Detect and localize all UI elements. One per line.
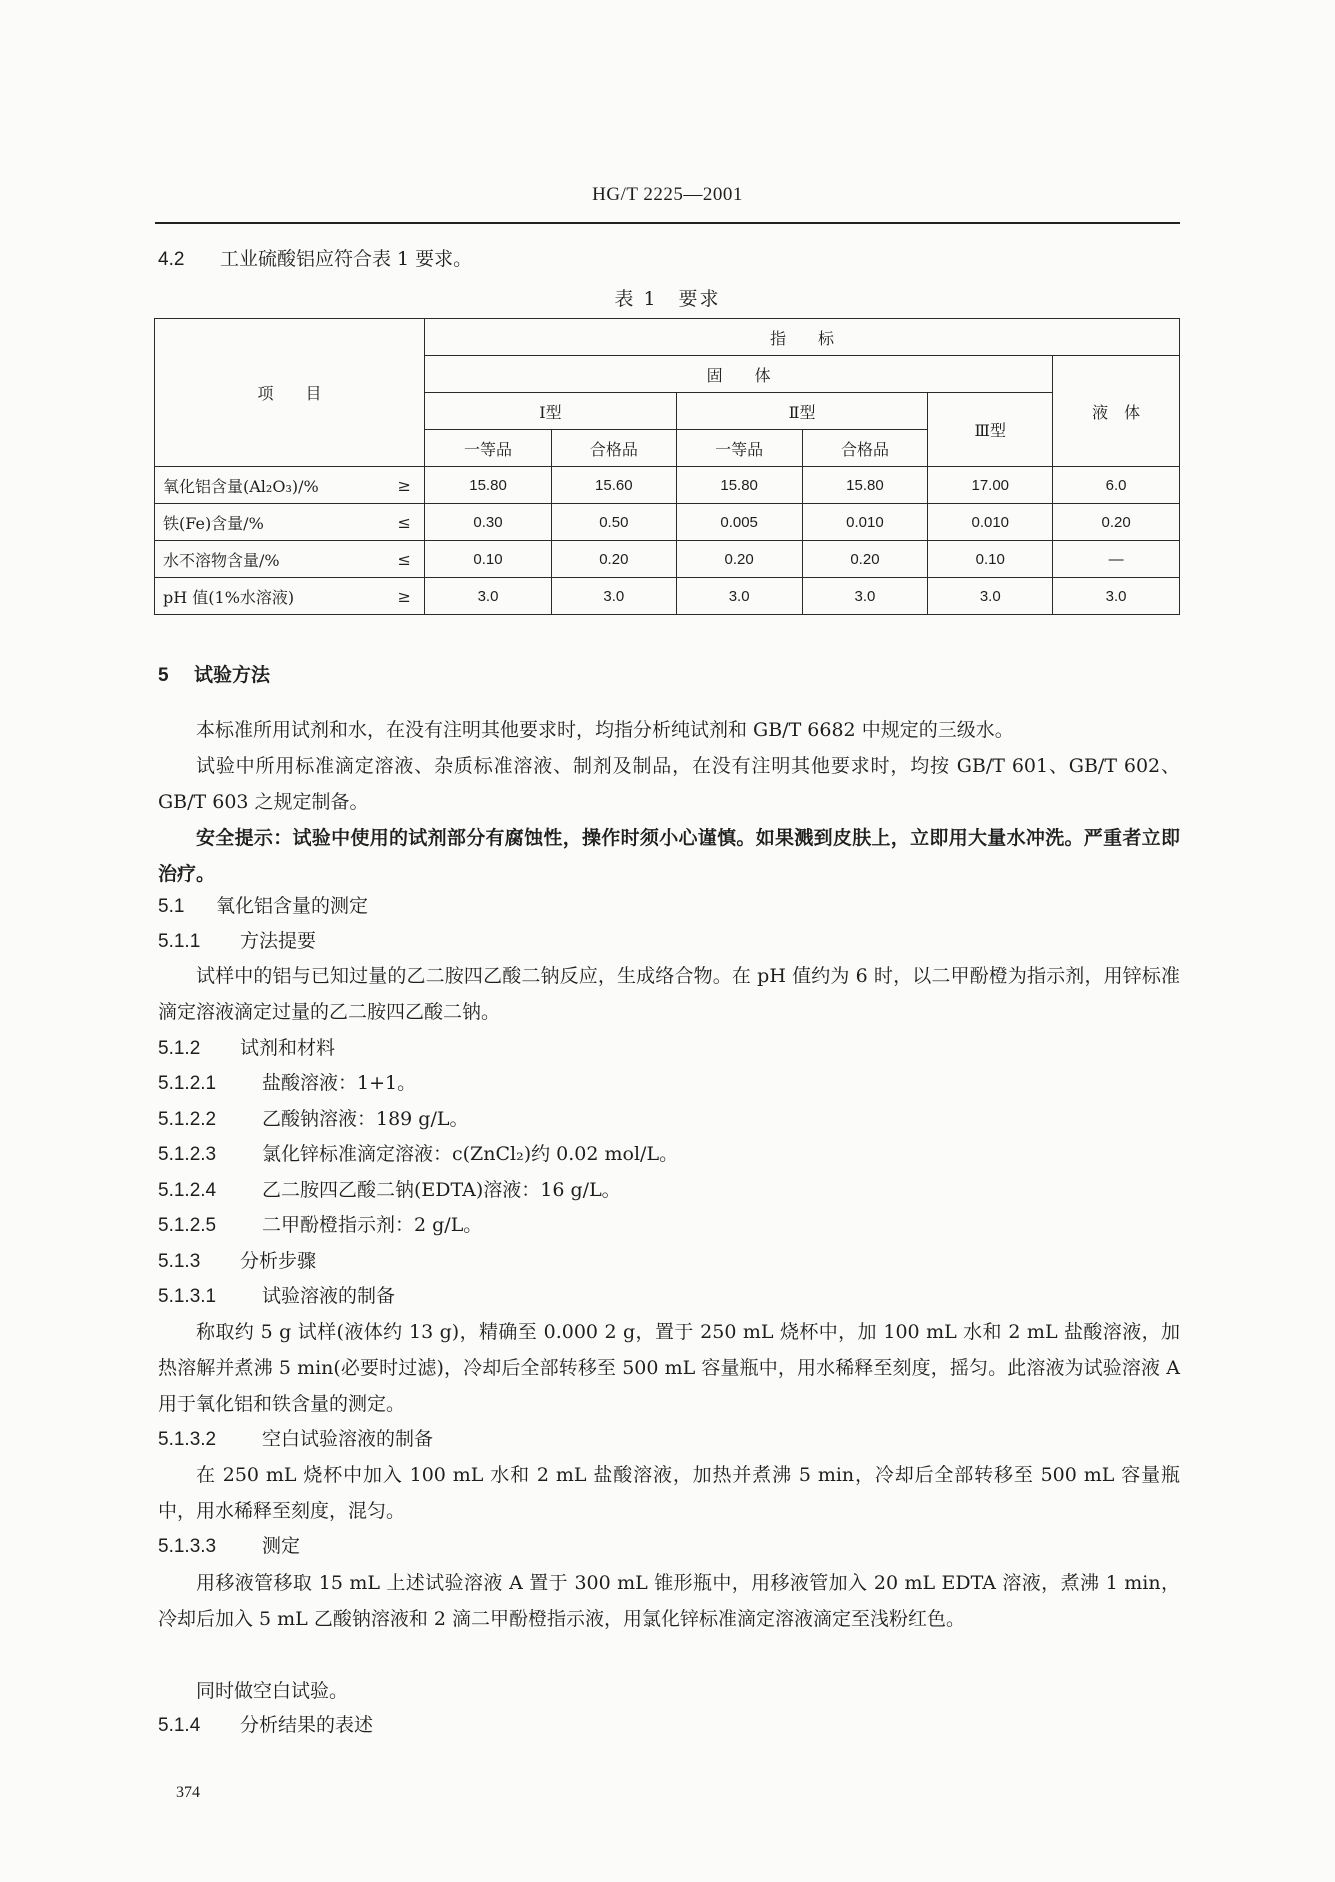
clause-text: 工业硫酸铝应符合表 1 要求。 — [220, 248, 473, 270]
section-number: 5 — [158, 665, 169, 686]
table-cell: 3.0 — [551, 578, 676, 615]
paragraph: 试样中的铝与已知过量的乙二胺四乙酸二钠反应，生成络合物。在 pH 值约为 6 时，以二甲酚橙为指示剂，用锌标准滴定溶液滴定过量的乙二胺四乙酸二钠。 — [158, 965, 1180, 1023]
subsection-number: 5.1.1 — [158, 931, 201, 952]
table-cell: 0.50 — [551, 504, 676, 541]
table-cell: 0.010 — [928, 504, 1053, 541]
reagent-item — [158, 1213, 482, 1238]
table-cell: 0.005 — [676, 504, 802, 541]
row-symbol: ≤ — [384, 541, 424, 578]
item-number: 5.1.2.5 — [158, 1215, 217, 1236]
table-cell: 0.10 — [928, 541, 1053, 578]
section-title: 试验方法 — [194, 664, 271, 686]
item-number: 5.1.2.3 — [158, 1144, 217, 1165]
safety-note: 安全提示：试验中使用的试剂部分有腐蚀性，操作时须小心谨慎。如果溅到皮肤上，立即用大量水冲洗。严重者立即治疗。 — [158, 827, 1180, 885]
table-cell: 15.60 — [551, 467, 676, 504]
header-liquid: 液 体 — [1053, 356, 1180, 467]
item-text: 盐酸溶液：1+1。 — [262, 1072, 417, 1094]
item-text: 乙二胺四乙酸二钠(EDTA)溶液：16 g/L。 — [262, 1179, 621, 1201]
table-cell: 6.0 — [1053, 467, 1180, 504]
subsection-title: 氧化铝含量的测定 — [216, 895, 369, 917]
subsection-number: 5.1.4 — [158, 1715, 201, 1736]
subsection-number: 5.1.3.3 — [158, 1536, 217, 1557]
document-header: HG/T 2225—2001 — [592, 184, 743, 205]
subsection-number: 5.1.3.1 — [158, 1286, 217, 1307]
paragraph: 本标准所用试剂和水，在没有注明其他要求时，均指分析纯试剂和 GB/T 6682 中规定的三级水。 — [196, 719, 1014, 741]
table-cell: 3.0 — [1053, 578, 1180, 615]
row-symbol: ≤ — [384, 504, 424, 541]
subsection-title: 分析步骤 — [240, 1250, 317, 1272]
header-type-1: Ⅰ型 — [425, 393, 677, 430]
reagent-item — [158, 1142, 678, 1167]
header-grade: 一等品 — [676, 430, 802, 467]
paragraph: 称取约 5 g 试样(液体约 13 g)，精确至 0.000 2 g，置于 250 mL 烧杯中，加 100 mL 水和 2 mL 盐酸溶液，加热溶解并煮沸 5 min(必要时过滤)，冷却后全部转移至 500 mL 容量瓶中，用水稀释至刻度，摇匀。此溶液为试验溶液 A 用于氧化铝和铁含量的测定。 — [158, 1321, 1180, 1415]
subsection-title: 试剂和材料 — [240, 1037, 336, 1059]
item-text: 氯化锌标准滴定溶液：c(ZnCl₂)约 0.02 mol/L。 — [262, 1143, 679, 1165]
item-number: 5.1.2.2 — [158, 1109, 217, 1130]
clause-number: 4.2 — [158, 249, 185, 270]
subsection-title: 方法提要 — [240, 930, 317, 952]
requirements-table — [154, 318, 1180, 615]
subsection-number: 5.1 — [158, 896, 185, 917]
table-cell: 0.10 — [425, 541, 552, 578]
subsection-number: 5.1.3.2 — [158, 1429, 217, 1450]
subsection-number: 5.1.3 — [158, 1251, 201, 1272]
subsection-heading — [158, 1534, 300, 1559]
header-solid: 固 体 — [425, 356, 1053, 393]
subsection-heading — [158, 929, 316, 954]
row-item: 铁(Fe)含量/% — [155, 504, 385, 541]
table-cell: 3.0 — [676, 578, 802, 615]
table-cell: 0.20 — [802, 541, 928, 578]
header-rule — [155, 222, 1180, 224]
paragraph: 用移液管移取 15 mL 上述试验溶液 A 置于 300 mL 锥形瓶中，用移液管加入 20 mL EDTA 溶液，煮沸 1 min，冷却后加入 5 mL 乙酸钠溶液和 2 滴二甲酚橙指示液，用氯化锌标准滴定溶液滴定至浅粉红色。 — [158, 1572, 1180, 1630]
table-row — [155, 467, 1180, 504]
reagent-item — [158, 1107, 469, 1132]
table-cell: 0.30 — [425, 504, 552, 541]
subsection-number: 5.1.2 — [158, 1038, 201, 1059]
clause-4-2 — [158, 247, 472, 272]
header-grade: 合格品 — [802, 430, 928, 467]
table-cell: 3.0 — [425, 578, 552, 615]
subsection-title: 试验溶液的制备 — [262, 1285, 396, 1307]
table-cell: 15.80 — [676, 467, 802, 504]
item-text: 二甲酚橙指示剂：2 g/L。 — [262, 1214, 483, 1236]
item-number: 5.1.2.1 — [158, 1073, 217, 1094]
subsection-heading — [158, 1036, 335, 1061]
table-cell: 0.20 — [676, 541, 802, 578]
table-cell: 0.010 — [802, 504, 928, 541]
reagent-item — [158, 1071, 416, 1096]
table-cell: 0.20 — [551, 541, 676, 578]
table-cell: 17.00 — [928, 467, 1053, 504]
paragraph: 在 250 mL 烧杯中加入 100 mL 水和 2 mL 盐酸溶液，加热并煮沸 5 min，冷却后全部转移至 500 mL 容量瓶中，用水稀释至刻度，混匀。 — [158, 1464, 1180, 1522]
header-item: 项 目 — [155, 319, 425, 467]
row-item: 水不溶物含量/% — [155, 541, 385, 578]
subsection-title: 测定 — [262, 1535, 301, 1557]
paragraph: 试验中所用标准滴定溶液、杂质标准溶液、制剂及制品，在没有注明其他要求时，均按 GB/T 601、GB/T 602、GB/T 603 之规定制备。 — [158, 755, 1180, 813]
reagent-item — [158, 1178, 621, 1203]
item-text: 乙酸钠溶液：189 g/L。 — [262, 1108, 469, 1130]
table-cell: 3.0 — [928, 578, 1053, 615]
header-index: 指 标 — [425, 319, 1180, 356]
page-number: 374 — [176, 1784, 200, 1801]
header-grade: 一等品 — [425, 430, 552, 467]
table-cell: 15.80 — [425, 467, 552, 504]
header-type-2: Ⅱ型 — [676, 393, 928, 430]
subsection-heading — [158, 1713, 373, 1738]
section-5-heading — [158, 663, 270, 688]
row-item: pH 值(1%水溶液) — [155, 578, 385, 615]
table-title: 表 1 要求 — [614, 288, 721, 310]
table-cell: 15.80 — [802, 467, 928, 504]
table-cell: 3.0 — [802, 578, 928, 615]
table-row — [155, 578, 1180, 615]
item-number: 5.1.2.4 — [158, 1180, 217, 1201]
table-cell: — — [1053, 541, 1180, 578]
row-item: 氧化铝含量(Al₂O₃)/% — [155, 467, 385, 504]
table-row — [155, 504, 1180, 541]
subsection-title: 空白试验溶液的制备 — [262, 1428, 434, 1450]
subsection-heading — [158, 1427, 433, 1452]
header-type-3: Ⅲ型 — [928, 393, 1053, 467]
subsection-title: 分析结果的表述 — [240, 1714, 374, 1736]
subsection-heading — [158, 1249, 316, 1274]
row-symbol: ≥ — [384, 578, 424, 615]
subsection-heading — [158, 1284, 395, 1309]
paragraph: 同时做空白试验。 — [196, 1680, 349, 1702]
row-symbol: ≥ — [384, 467, 424, 504]
header-grade: 合格品 — [551, 430, 676, 467]
table-row — [155, 541, 1180, 578]
table-cell: 0.20 — [1053, 504, 1180, 541]
subsection-heading — [158, 894, 368, 919]
